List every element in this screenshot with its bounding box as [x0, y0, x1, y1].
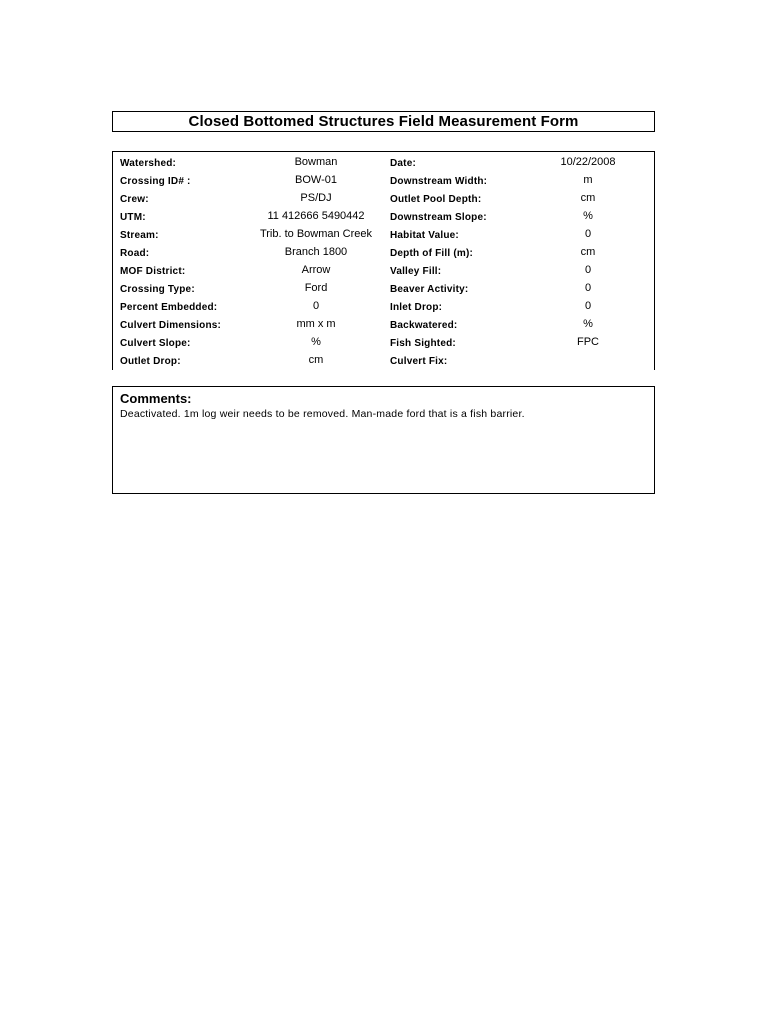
fields-section [112, 151, 655, 370]
percent-embedded-value: 0 [312, 300, 320, 312]
field-row [113, 314, 654, 332]
downstream-slope-label: Downstream Slope: [390, 212, 487, 223]
watershed-value: Bowman [294, 156, 338, 168]
field-row [113, 224, 654, 242]
fish-sighted-value: FPC [577, 336, 599, 348]
field-row [113, 152, 654, 170]
field-row [113, 350, 654, 368]
comments-section [112, 386, 655, 494]
depth-of-fill-label: Depth of Fill (m): [390, 248, 474, 259]
backwatered-label: Backwatered: [390, 320, 458, 331]
date-value: 10/22/2008 [560, 156, 616, 168]
crossing-id-value: BOW-01 [295, 174, 337, 186]
field-row [113, 332, 654, 350]
stream-label: Stream: [120, 230, 159, 241]
habitat-value-label: Habitat Value: [390, 230, 459, 241]
depth-of-fill-value: cm [580, 246, 596, 258]
date-label: Date: [390, 158, 417, 169]
beaver-activity-label: Beaver Activity: [390, 284, 469, 295]
comments-text: Deactivated. 1m log weir needs to be removed. Man-made ford that is a fish barrier. [120, 408, 525, 420]
outlet-drop-label: Outlet Drop: [120, 356, 181, 367]
outlet-pool-depth-label: Outlet Pool Depth: [390, 194, 482, 205]
field-row [113, 278, 654, 296]
valley-fill-label: Valley Fill: [390, 266, 442, 277]
culvert-slope-value: % [311, 336, 321, 348]
mof-district-label: MOF District: [120, 266, 186, 277]
utm-value: 11 412666 5490442 [267, 210, 365, 222]
mof-district-value: Arrow [301, 264, 331, 276]
crew-label: Crew: [120, 194, 149, 205]
watershed-label: Watershed: [120, 158, 177, 169]
stream-value: Trib. to Bowman Creek [259, 228, 373, 240]
culvert-dimensions-label: Culvert Dimensions: [120, 320, 222, 331]
beaver-activity-value: 0 [584, 282, 592, 294]
inlet-drop-label: Inlet Drop: [390, 302, 443, 313]
crew-value: PS/DJ [300, 192, 332, 204]
downstream-slope-value: % [583, 210, 593, 222]
field-row [113, 296, 654, 314]
road-value: Branch 1800 [284, 246, 348, 258]
field-row [113, 206, 654, 224]
fish-sighted-label: Fish Sighted: [390, 338, 456, 349]
form-title-box [112, 111, 655, 132]
habitat-value-value: 0 [584, 228, 592, 240]
field-row [113, 188, 654, 206]
percent-embedded-label: Percent Embedded: [120, 302, 218, 313]
culvert-slope-label: Culvert Slope: [120, 338, 191, 349]
downstream-width-value: m [583, 174, 593, 186]
inlet-drop-value: 0 [584, 300, 592, 312]
outlet-pool-depth-value: cm [580, 192, 596, 204]
crossing-type-label: Crossing Type: [120, 284, 195, 295]
road-label: Road: [120, 248, 150, 259]
field-row [113, 170, 654, 188]
crossing-id-label: Crossing ID# : [120, 176, 191, 187]
valley-fill-value: 0 [584, 264, 592, 276]
culvert-dimensions-value: mm x m [296, 318, 336, 330]
utm-label: UTM: [120, 212, 146, 223]
backwatered-value: % [583, 318, 593, 330]
outlet-drop-value: cm [308, 354, 324, 366]
field-row [113, 260, 654, 278]
culvert-fix-label: Culvert Fix: [390, 356, 448, 367]
form-title: Closed Bottomed Structures Field Measurement Form [188, 113, 579, 130]
crossing-type-value: Ford [304, 282, 328, 294]
downstream-width-label: Downstream Width: [390, 176, 488, 187]
comments-heading: Comments: [120, 391, 192, 406]
field-row [113, 242, 654, 260]
